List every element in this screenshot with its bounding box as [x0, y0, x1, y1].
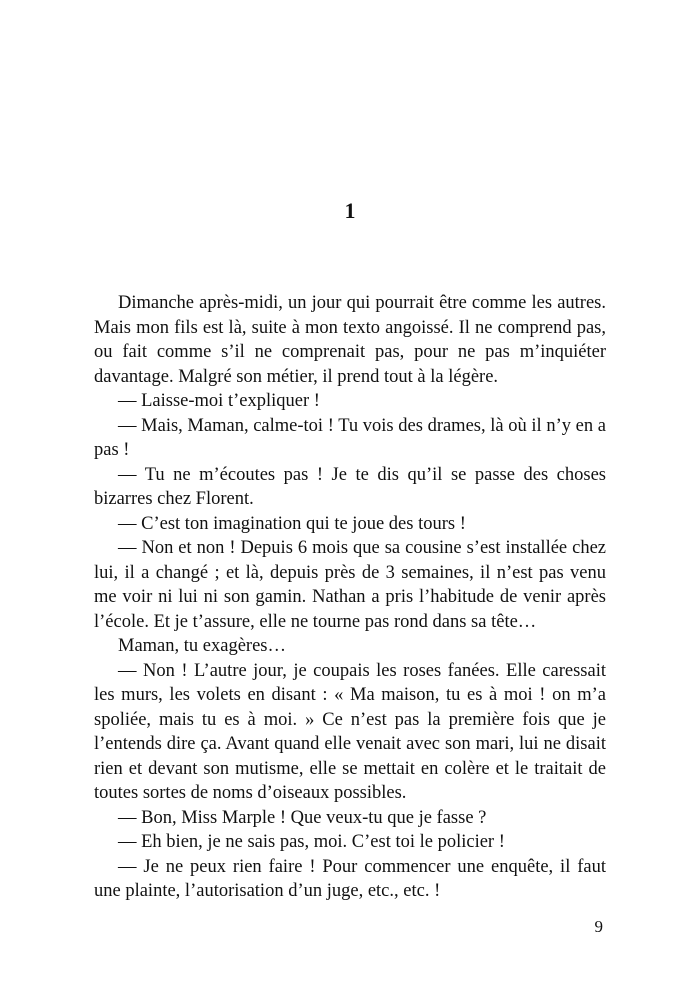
- dialogue-line: — C’est ton imagination qui te joue des tours !: [118, 513, 466, 534]
- chapter-number: 1: [344, 198, 356, 223]
- paragraph-opening: Dimanche après-midi, un jour qui pourrait être comme les autres. Mais mon fils est là, suite à mon texto angoissé. Il ne comprend pas, ou fait comme s’il ne comprenait pas, pour ne pas m’inquiéter davantage. Malgré son métier, il prend tout à la légère.: [94, 293, 606, 387]
- dialogue-line: — Non et non ! Depuis 6 mois que sa cousine s’est installée chez lui, il a changé ; et là, depuis près de 3 semaines, il n’est pas venu me voir ni lui ni son gamin. Nathan a pris l’habitude de venir après l’école. Et je t’assure, elle ne tourne pas rond dans sa tête…: [94, 538, 606, 632]
- dialogue-line: — Je ne peux rien faire ! Pour commencer une enquête, il faut une plainte, l’autorisation d’un juge, etc., etc. !: [94, 856, 606, 901]
- dialogue-line: — Laisse-moi t’expliquer !: [118, 391, 320, 411]
- dialogue-line: Maman, tu exagères…: [118, 636, 286, 656]
- chapter-text: [94, 291, 606, 904]
- dialogue-line: — Tu ne m’écoutes pas ! Je te dis qu’il se passe des choses bizarres chez Florent.: [94, 464, 606, 509]
- dialogue-line: — Eh bien, je ne sais pas, moi. C’est toi le policier !: [118, 832, 505, 852]
- dialogue-line: — Bon, Miss Marple ! Que veux-tu que je fasse ?: [118, 807, 487, 828]
- dialogue-line: — Mais, Maman, calme-toi ! Tu vois des drames, là où il n’y en a pas !: [94, 415, 606, 460]
- page-number: 9: [594, 917, 603, 936]
- dialogue-line: — Non ! L’autre jour, je coupais les roses fanées. Elle caressait les murs, les volets en disant : « Ma maison, tu es à moi ! on m’a spoliée, mais tu es à moi. » Ce n’est pas la première fois que je l’entends dire ça. Avant quand elle venait avec son mari, lui ne disait rien et devant son mutisme, elle se mettait en colère et le traitait de toutes sortes de noms d’oiseaux possibles.: [94, 660, 606, 803]
